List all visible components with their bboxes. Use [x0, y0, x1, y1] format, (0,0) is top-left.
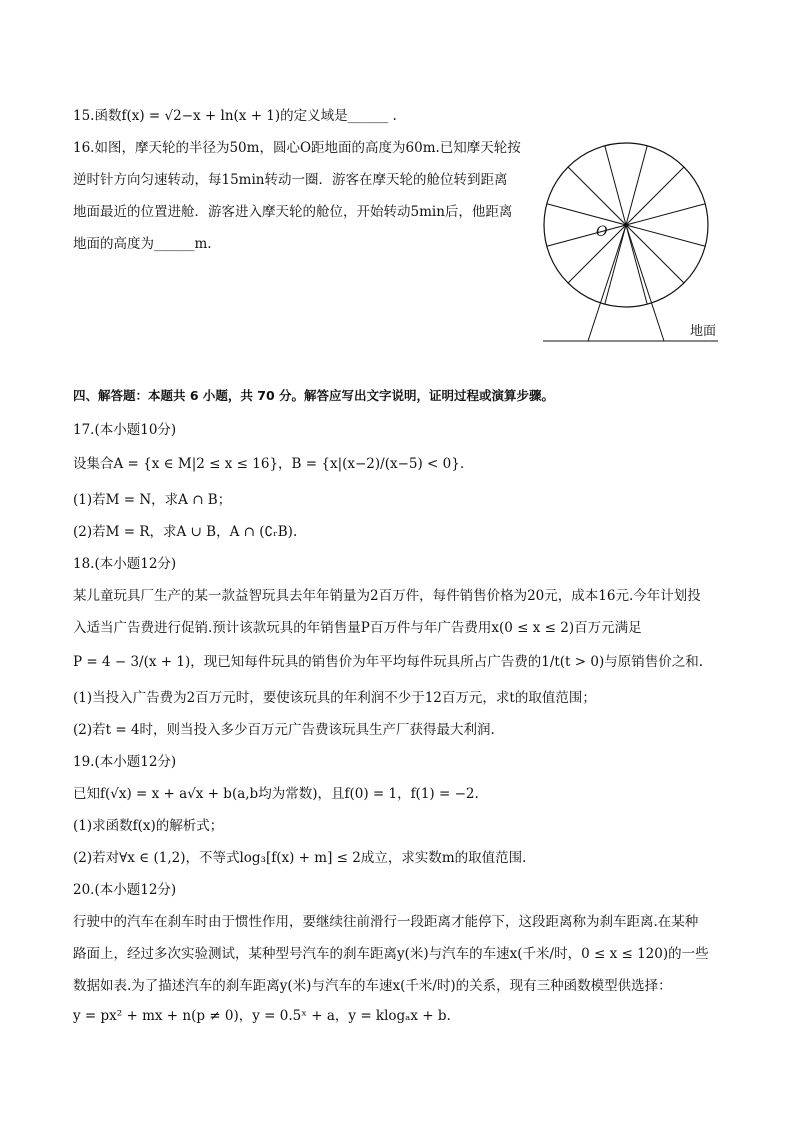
- question-18-part-1: (1)当投入广告费为2百万元时，要使该玩具的年利润不少于12百万元，求t的取值范围；: [73, 690, 596, 706]
- section-4-heading: 四、解答题：本题共 6 小题，共 70 分。解答应写出文字说明，证明过程或演算步骤。: [73, 388, 555, 403]
- question-18-header: 18.(本小题12分): [73, 556, 177, 572]
- question-16-line-1: 16.如图，摩天轮的半径为50m，圆心O距地面的高度为60m.已知摩天轮按: [73, 140, 521, 156]
- question-17-part-1: (1)若M = N，求A ∩ B；: [73, 492, 232, 508]
- ground-label: 地面: [690, 324, 717, 339]
- question-16-line-2: 逆时针方向匀速转动，每15min转动一圈．游客在摩天轮的舱位转到距离: [73, 172, 508, 188]
- question-19-line-1: 已知f(√x) = x + a√x + b(a,b均为常数)，且f(0) = 1，f(1) = −2.: [73, 786, 479, 802]
- question-18-line-2: 入适当广告费进行促销.预计该款玩具的年销售量P百万件与年广告费用x(0 ≤ x ≤ 2)百万元满足: [73, 620, 642, 636]
- question-15: 15.函数f(x) = √2−x + ln(x + 1)的定义域是______ .: [73, 108, 397, 124]
- question-20-line-3: 数据如表.为了描述汽车的刹车距离y(米)与汽车的车速x(千米/时)的关系，现有三种函数模型供选择：: [73, 978, 672, 994]
- question-20-line-4: y = px² + mx + n(p ≠ 0)，y = 0.5ˣ + a，y = klogₐx + b.: [73, 1008, 451, 1024]
- question-20-header: 20.(本小题12分): [73, 882, 177, 898]
- ferris-wheel-figure: [538, 136, 728, 346]
- question-17-header: 17.(本小题10分): [73, 422, 177, 438]
- question-20-line-1: 行驶中的汽车在刹车时由于惯性作用，要继续往前滑行一段距离才能停下，这段距离称为刹车距离.在某种: [73, 914, 699, 930]
- question-16-line-4: 地面的高度为______m.: [73, 236, 212, 252]
- question-19-header: 19.(本小题12分): [73, 754, 177, 770]
- support-leg-right: [626, 225, 664, 341]
- question-18-line-1: 某儿童玩具厂生产的某一款益智玩具去年年销量为2百万件，每件销售价格为20元，成本16元.今年计划投: [73, 588, 701, 604]
- support-leg-left: [588, 225, 626, 341]
- question-16-line-3: 地面最近的位置进舱．游客进入摩天轮的舱位，开始转动5min后，他距离: [73, 204, 513, 220]
- ferris-wheel-diagram: [538, 136, 728, 346]
- question-17-line-1: 设集合A = {x ∈ M|2 ≤ x ≤ 16}，B = {x|(x−2)/(x−5) < 0}.: [73, 456, 465, 472]
- question-19-part-1: (1)求函数f(x)的解析式；: [73, 818, 224, 834]
- question-18-line-3: P = 4 − 3/(x + 1)，现已知每件玩具的销售价为年平均每件玩具所占广告费的1/t(t > 0)与原销售价之和.: [73, 654, 704, 670]
- center-label: O: [596, 224, 608, 240]
- question-18-part-2: (2)若t = 4时，则当投入多少百万元广告费该玩具生产厂获得最大利润.: [73, 722, 495, 738]
- question-17-part-2: (2)若M = R，求A ∪ B，A ∩ (∁ᵣB).: [73, 524, 298, 540]
- question-19-part-2: (2)若对∀x ∈ (1,2)，不等式log₃[f(x) + m] ≤ 2成立，求实数m的取值范围.: [73, 850, 527, 866]
- question-20-line-2: 路面上，经过多次实验测试，某种型号汽车的刹车距离y(米)与汽车的车速x(千米/时，0 ≤ x ≤ 120)的一些: [73, 946, 709, 962]
